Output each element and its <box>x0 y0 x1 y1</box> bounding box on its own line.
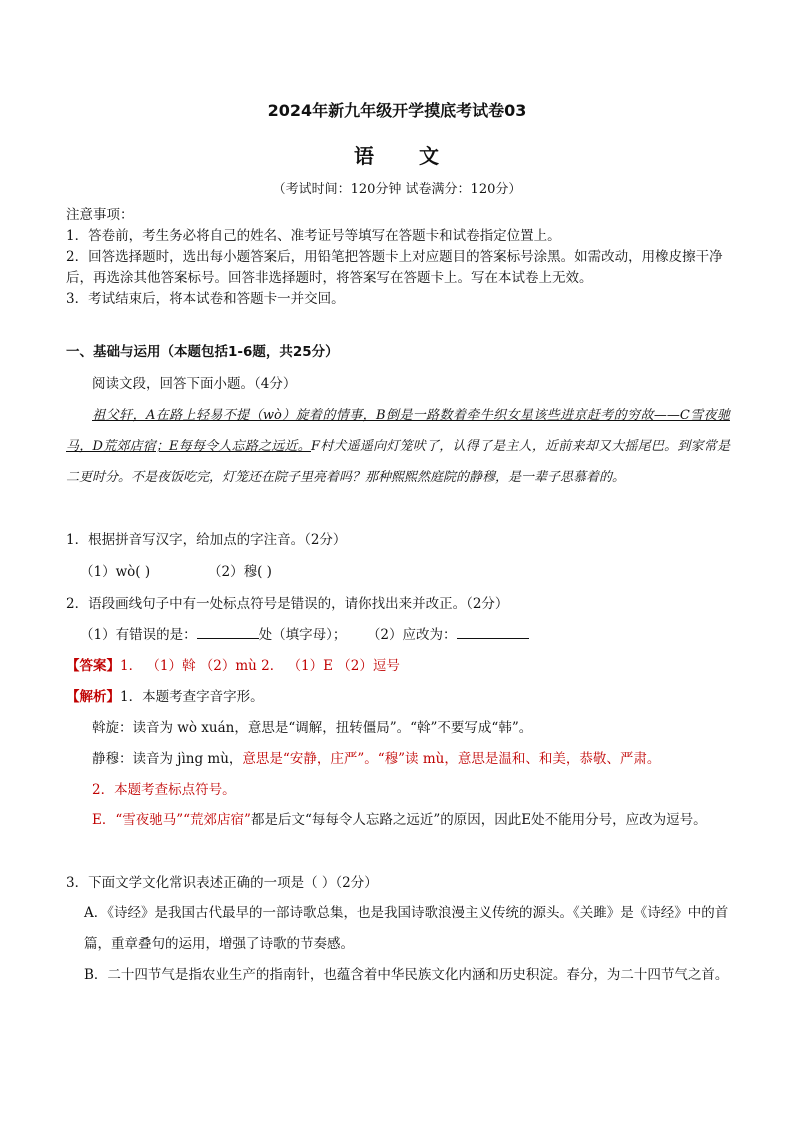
question-1-stem: 1．根据拼音写汉字，给加点的字注音。（2分） <box>66 532 347 548</box>
analysis-point-4-black: 都是后文“每每令人忘路之远近”的原因，因此E处不能用分号，应改为逗号。 <box>250 812 707 828</box>
subject-heading <box>0 140 794 169</box>
subject-char-2: 文 <box>419 144 440 168</box>
analysis-point-2-red: 意思是“安静，庄严”。“穆”读 mù，意思是温和、和美，恭敬、严肃。 <box>242 751 661 767</box>
question-1-part-1: （1）wò( ) <box>80 564 151 580</box>
answer-blank-1[interactable] <box>197 624 259 639</box>
analysis-point-2 <box>92 747 660 767</box>
answer-line <box>66 654 400 674</box>
analysis-point-3: 2．本题考查标点符号。 <box>92 782 236 798</box>
question-2-line <box>80 623 529 643</box>
notes-item: 2．回答选择题时，选出每小题答案后，用铅笔把答题卡上对应题目的答案标号涂黑。如需改动，用橡皮擦干净后，再选涂其他答案标号。回答非选择题时，将答案写在答题卡上。写在本试卷上无效。 <box>66 249 723 286</box>
analysis-point-1-label: 斡旋：读音为 wò xuán，意思是 <box>92 720 289 736</box>
analysis-point-2-label: 静穆：读音为 jìng mù， <box>92 751 243 767</box>
question-2-stem: 2．语段画线句子中有一处标点符号是错误的，请你找出来并改正。（2分） <box>66 596 509 612</box>
option-b-text: B．二十四节气是指农业生产的指南针，也蕴含着中华民族文化内涵和历史积淀。春分，为二十四节气之首。 <box>84 967 729 983</box>
analysis-point-1-red: “调解，扭转僵局”。“斡”不要写成“韩”。 <box>288 720 533 736</box>
answer-tag: 【答案】 <box>66 658 120 674</box>
question-3-stem: 3．下面文学文化常识表述正确的一项是（ ）（2分） <box>66 875 378 891</box>
question-2-part-1-suffix: 处（填字母）； <box>258 627 347 643</box>
notes-block <box>66 205 730 310</box>
notes-item: 3．考试结束后，将本试卷和答题卡一并交回。 <box>66 291 345 307</box>
question-2-part-1-label: （1）有错误的是： <box>80 627 197 643</box>
question-1-part-2: （2）穆( ) <box>208 564 272 580</box>
passage-rest: F村犬遥遥向灯笼吠了，认得了是主人，近前来却又大摇尾巴。到家常是二更时分。不是夜饭吃完，灯笼还在院子里亮着吗？那种熙熙然庭院的静穆，是一辈子思慕着的。 <box>66 439 730 485</box>
subject-char-1: 语 <box>354 144 375 168</box>
notes-heading: 注意事项： <box>66 207 134 223</box>
analysis-point-4-red: E．“雪夜驰马”“荒郊店宿” <box>92 812 251 828</box>
answer-blank-2[interactable] <box>457 624 529 639</box>
answer-text: 1． （1）斡 （2）mù 2． （1）E （2）逗号 <box>120 658 400 674</box>
option-a-text: A．《诗经》是我国古代最早的一部诗歌总集，也是我国诗歌浪漫主义传统的源头。《关雎》是《诗经》中的首篇，重章叠句的运用，增强了诗歌的节奏感。 <box>84 905 729 952</box>
reading-prompt: 阅读文段，回答下面小题。（4分） <box>92 376 297 392</box>
analysis-first: 1．本题考查字音字形。 <box>120 689 264 705</box>
reading-passage <box>66 400 730 493</box>
notes-item: 1．答卷前，考生务必将自己的姓名、准考证号等填写在答题卡和试卷指定位置上。 <box>66 228 561 244</box>
analysis-point-1 <box>92 716 532 736</box>
analysis-point-4 <box>66 805 730 836</box>
analysis-line <box>66 685 264 705</box>
section-title: 一、基础与运用（本题包括1-6题，共25分） <box>66 344 339 360</box>
question-3-option-b <box>84 960 730 991</box>
exam-title: 2024年新九年级开学摸底考试卷03 <box>267 101 527 120</box>
question-3-option-a <box>84 898 730 960</box>
question-2-part-2-label: （2）应改为： <box>366 627 457 643</box>
exam-info: （考试时间：120分钟 试卷满分：120分） <box>272 182 522 197</box>
analysis-tag: 【解析】 <box>66 689 120 705</box>
underlined-sentence: 祖父轩，A在路上轻易不提（wò）旋着的情事，B倒是一路数着牵牛织女星该些进京赶考的穷故——C雪夜驰马，D荒郊店宿；E每每令人忘路之远近。 <box>66 408 730 454</box>
